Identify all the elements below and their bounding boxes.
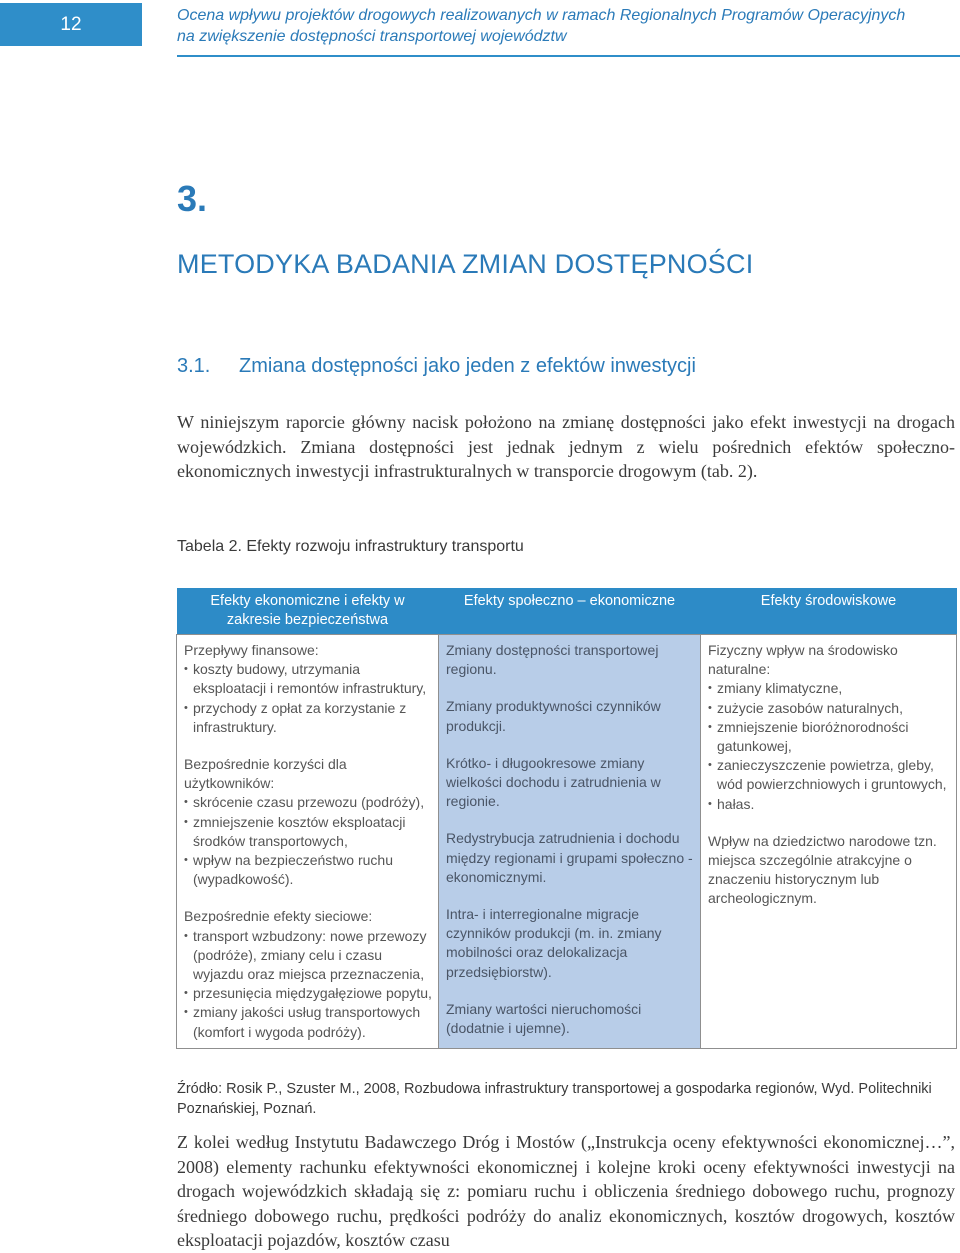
section-heading <box>177 355 696 378</box>
environmental-block-physical <box>708 641 950 814</box>
list-item: • zmiany klimatyczne, <box>708 679 950 698</box>
socio-item: Intra- i interregionalne migracje czynników produkcji (m. in. zmiany mobilności oraz delokalizacja przedsiębiorstw). <box>446 906 662 980</box>
page-number: 12 <box>0 3 142 46</box>
socio-item: Zmiany produktywności czynników produkcji. <box>446 698 661 734</box>
block-title: Fizyczny wpływ na środowisko naturalne: <box>708 642 898 678</box>
block-title: Przepływy finansowe: <box>184 642 319 658</box>
header-socio-economic: Efekty społeczno – ekonomiczne <box>439 588 701 635</box>
cell-environmental <box>701 635 957 1049</box>
list-item: • zmniejszenie kosztów eksploatacji środków transportowych, <box>184 813 432 851</box>
list-item: • zmiany jakości usług transportowych (komfort i wygoda podróży). <box>184 1003 432 1041</box>
effects-table <box>176 588 957 1049</box>
table-row <box>177 635 957 1049</box>
running-header-line-1: Ocena wpływu projektów drogowych realizowanych w ramach Regionalnych Programów Operacyjnych <box>177 7 906 24</box>
running-header-line-2: na zwiększenie dostępności transportowej województw <box>177 28 567 45</box>
table-header-row <box>177 588 957 635</box>
economic-block-user-benefits <box>184 755 432 889</box>
economic-block-network <box>184 907 432 1041</box>
list-item: • zmniejszenie bioróżnorodności gatunkowej, <box>708 718 950 756</box>
intro-paragraph: W niniejszym raporcie główny nacisk położono na zmianę dostępności jako efekt inwestycji na drogach wojewódzkich. Zmiana dostępności jest jednak jednym z wielu pośrednich efektów społeczno-ekonomicznych inwestycji infrastrukturalnych w transporcie drogowym (tab. 2). <box>177 412 955 481</box>
table-caption: Tabela 2. Efekty rozwoju infrastruktury transportu <box>177 538 524 555</box>
continuation-paragraph: Z kolei według Instytutu Badawczego Dróg i Mostów („Instrukcja oceny efektywności ekonomicznej…”, 2008) elementy rachunku efektywności ekonomicznej i kolejne kroki oceny efektywności inwestycji na drogach wojewódzkich składają się z: pomiaru ruchu i obliczenia średniego dobowego ruchu, prognozy średniego dobowego ruchu, prędkości podróży do analiz ekonomicznych, kosztów drogowych, kosztów eksploatacji pojazdów, kosztów czasu <box>177 1132 955 1250</box>
source-note: Źródło: Rosik P., Szuster M., 2008, Rozbudowa infrastruktury transportowej a gospodarka regionów, Wyd. Politechniki Poznańskiej, Poznań. <box>177 1081 932 1117</box>
section-title: Zmiana dostępności jako jeden z efektów inwestycji <box>239 355 696 377</box>
list-item: • skrócenie czasu przewozu (podróży), <box>184 793 432 812</box>
list-item: • koszty budowy, utrzymania eksploatacji i remontów infrastruktury, <box>184 660 432 698</box>
economic-block-financial <box>184 641 432 737</box>
block-title: Bezpośrednie efekty sieciowe: <box>184 908 373 925</box>
socio-item: Redystrybucja zatrudnienia i dochodu między regionami i grupami społeczno - ekonomicznymi. <box>446 830 693 885</box>
chapter-title: METODYKA BADANIA ZMIAN DOSTĘPNOŚCI <box>177 249 754 279</box>
block-title: Bezpośrednie korzyści dla użytkowników: <box>184 756 347 792</box>
socio-item: Krótko- i długookresowe zmiany wielkości dochodu i zatrudnienia w regionie. <box>446 754 661 810</box>
list-item: • hałas. <box>708 795 950 814</box>
running-header <box>177 5 937 47</box>
header-divider <box>177 55 960 57</box>
header-economic: Efekty ekonomiczne i efekty w zakresie bezpieczeństwa <box>177 588 439 635</box>
environmental-block-heritage: Wpływ na dziedzictwo narodowe tzn. miejsca szczególnie atrakcyjne o znaczeniu historycznym lub archeologicznym. <box>708 832 937 907</box>
list-item: • przychody z opłat za korzystanie z infrastruktury. <box>184 699 432 737</box>
list-item: • wpływ na bezpieczeństwo ruchu (wypadkowość). <box>184 851 432 889</box>
list-item: • zużycie zasobów naturalnych, <box>708 699 950 718</box>
list-item: • przesunięcia międzygałęziowe popytu, <box>184 984 432 1003</box>
list-item: • zanieczyszczenie powietrza, gleby, wód powierzchniowych i gruntowych, <box>708 756 950 794</box>
list-item: • transport wzbudzony: nowe przewozy (podróże), zmiany celu i czasu wyjazdu oraz miejsca przeznaczenia, <box>184 927 432 985</box>
cell-economic <box>177 635 439 1049</box>
socio-item: Zmiany dostępności transportowej regionu. <box>446 642 659 678</box>
socio-item: Zmiany wartości nieruchomości (dodatnie i ujemne). <box>446 1000 642 1037</box>
section-number: 3.1. <box>177 355 211 377</box>
cell-socio-economic <box>439 635 701 1049</box>
header-environmental: Efekty środowiskowe <box>701 588 957 635</box>
chapter-number: 3. <box>177 178 208 219</box>
